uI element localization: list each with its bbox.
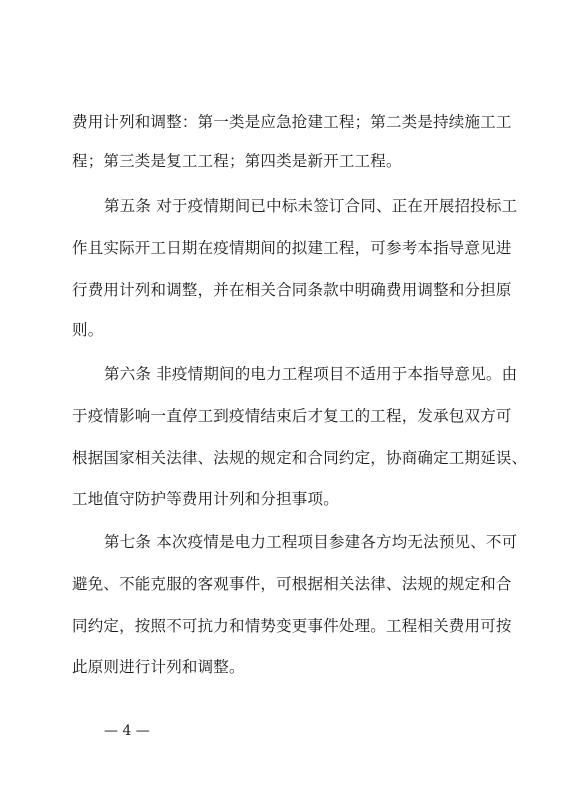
article-5-line-1: 第五条 对于疫情期间已中标未签订合同、正在开展招投标工 [104,197,518,215]
article-7-line-2: 避免、不能克服的客观事件，可根据相关法律、法规的规定和合 [72,575,512,593]
article-6-line-3: 根据国家相关法律、法规的规定和合同约定，协商确定工期延误、 [72,449,528,467]
article-6-line-1: 第六条 非疫情期间的电力工程项目不适用于本指导意见。由 [104,365,518,383]
paragraph-1-line-2: 程；第三类是复工工程；第四类是新开工工程。 [72,152,402,170]
article-7-line-1: 第七条 本次疫情是电力工程项目参建各方均无法预见、不可 [104,533,518,551]
paragraph-1-line-1: 费用计列和调整：第一类是应急抢建工程；第二类是持续施工工 [72,113,512,131]
article-5-line-4: 则。 [72,321,104,339]
page-number: — 4 — [104,723,150,739]
article-7-line-4: 此原则进行计列和调整。 [72,658,245,676]
article-5-line-2: 作且实际开工日期在疫情期间的拟建工程，可参考本指导意见进 [72,239,512,257]
article-7-line-3: 同约定，按照不可抗力和情势变更事件处理。工程相关费用可按 [72,617,512,635]
article-5-line-3: 行费用计列和调整，并在相关合同条款中明确费用调整和分担原 [72,281,512,299]
article-6-line-2: 于疫情影响一直停工到疫情结束后才复工的工程，发承包双方可 [72,407,512,425]
article-6-line-4: 工地值守防护等费用计列和分担事项。 [72,490,339,508]
